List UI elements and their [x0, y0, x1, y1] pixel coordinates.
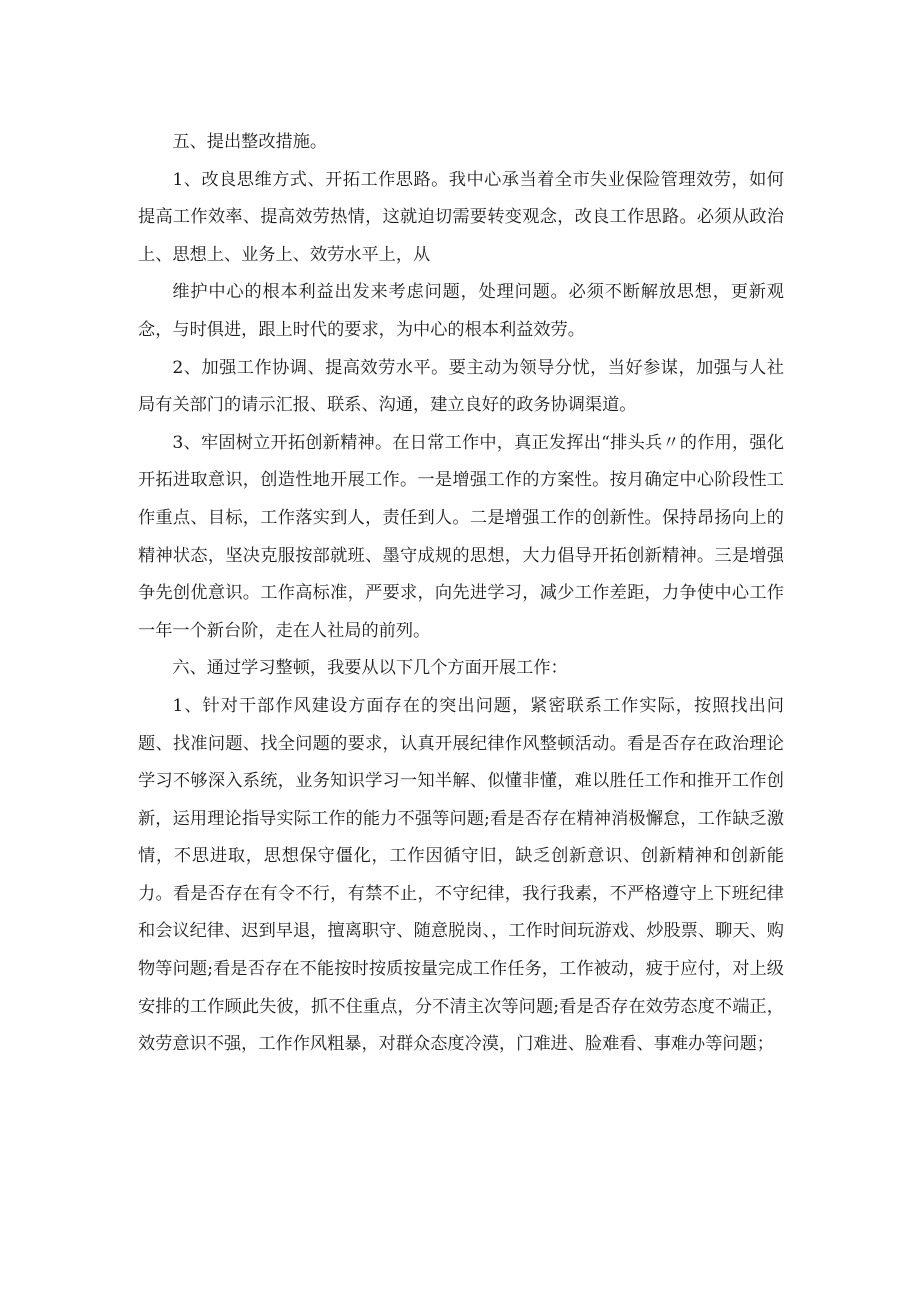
work-item-1-paragraph: 1、针对干部作风建设方面存在的突出问题，紧密联系工作实际，按照找出问题、找准问题、找全问题的要求，认真开展纪律作风整顿活动。看是否存在政治理论学习不够深入系统，业务知识学习一知半解、似懂非懂，难以胜任工作和推开工作创新，运用理论指导实际工作的能力不强等问题;看是否存在精神消极懈怠，工作缺乏激情，不思进取，思想保守僵化，工作因循守旧，缺乏创新意识、创新精神和创新能力。看是否存在有令不行，有禁不止，不守纪律，我行我素，不严格遵守上下班纪律和会议纪律、迟到早退，擅离职守、随意脱岗、，工作时间玩游戏、炒股票、聊天、购物等问题;看是否存在不能按时按质按量完成工作任务，工作被动，疲于应付，对上级安排的工作顾此失彼，抓不住重点，分不清主次等问题;看是否存在效劳态度不端正，效劳意识不强，工作作风粗暴，对群众态度冷漠，门难进、脸难看、事难办等问题； [138, 695, 784, 1055]
document-body [138, 124, 784, 1064]
section-heading-5: 五、提出整改措施。 [172, 132, 328, 152]
measure-2-paragraph: 2、加强工作协调、提高效劳水平。要主动为领导分忧，当好参谋，加强与人社局有关部门的请示汇报、联系、沟通，建立良好的政务协调渠道。 [138, 357, 784, 416]
measure-1-paragraph: 1、改良思维方式、开拓工作思路。我中心承当着全市失业保险管理效劳，如何提高工作效率、提高效劳热情，这就迫切需要转变观念，改良工作思路。必须从政治上、思想上、业务上、效劳水平上，从 [138, 169, 784, 265]
measure-3-paragraph: 3、牢固树立开拓创新精神。在日常工作中，真正发挥出“排头兵〃的作用，强化开拓进取意识，创造性地开展工作。一是增强工作的方案性。按月确定中心阶段性工作重点、目标，工作落实到人，责任到人。二是增强工作的创新性。保持昂扬向上的精神状态，坚决克服按部就班、墨守成规的思想，大力倡导开拓创新精神。三是增强争先创优意识。工作高标准，严要求，向先进学习，减少工作差距，力争使中心工作一年一个新台阶，走在人社局的前列。 [138, 432, 784, 641]
section-heading-6: 六、通过学习整顿，我要从以下几个方面开展工作： [172, 658, 568, 679]
measure-1-continuation: 维护中心的根本利益出发来考虑问题，处理问题。必须不断解放思想，更新观念，与时俱进，跟上时代的要求，为中心的根本利益效劳。 [138, 282, 784, 340]
